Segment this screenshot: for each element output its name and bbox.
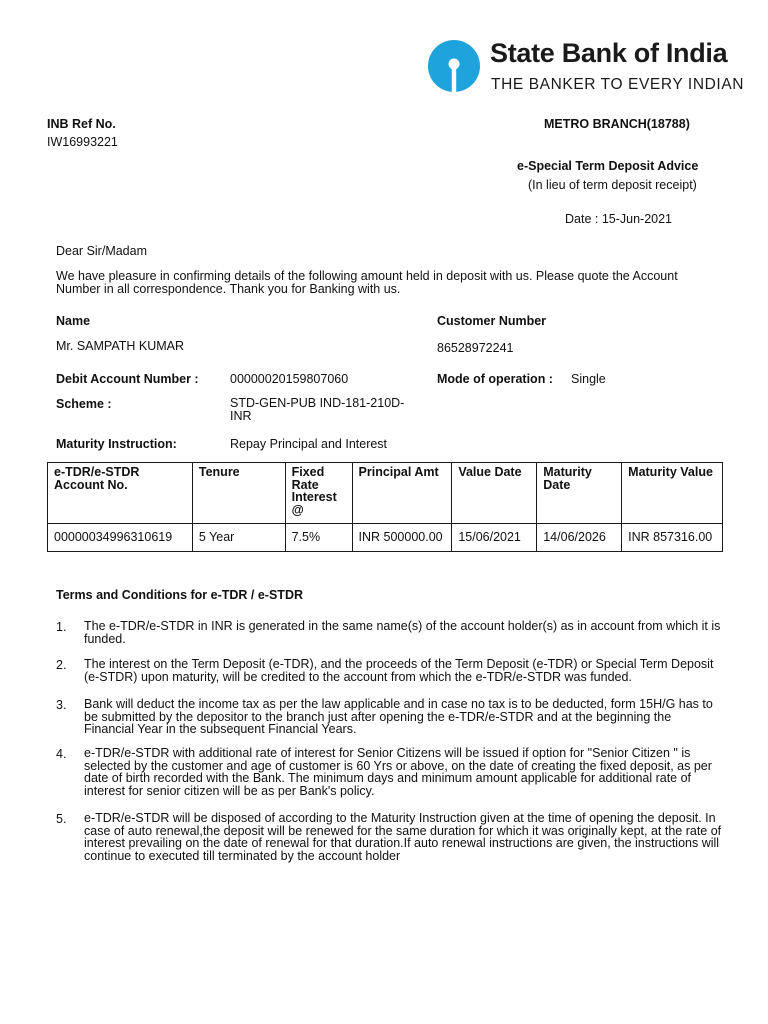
advice-date: Date : 15-Jun-2021 [565, 212, 673, 226]
ref-value: IW16993221 [47, 135, 118, 149]
maturity-instruction-label: Maturity Instruction: [56, 437, 177, 451]
cell-value-date: 15/06/2021 [452, 524, 537, 552]
term-number: 4. [56, 747, 67, 761]
cell-tenure: 5 Year [192, 524, 285, 552]
customer-number-value: 86528972241 [437, 341, 514, 355]
deposit-table [47, 462, 723, 552]
customer-number-label: Customer Number [437, 314, 547, 328]
term-text: The e-TDR/e-STDR in INR is generated in the same name(s) of the account holder(s) as in account from which it is funded. [84, 619, 721, 646]
name-value: Mr. SAMPATH KUMAR [56, 339, 185, 353]
bank-name: State Bank of India [490, 38, 728, 68]
term-number: 1. [56, 620, 67, 634]
intro-paragraph: We have pleasure in confirming details of the following amount held in deposit with us. Please quote the Account Number in all correspondence. Thank you for Banking with us. [56, 269, 678, 296]
col-header-account-no: e-TDR/e-STDR Account No. [48, 463, 193, 524]
scheme-value: STD-GEN-PUB IND-181-210D-INR [230, 396, 405, 423]
name-label: Name [56, 314, 91, 328]
advice-title: e-Special Term Deposit Advice [517, 159, 699, 173]
term-number: 3. [56, 698, 67, 712]
scheme-label: Scheme : [56, 397, 112, 411]
table-header-row [48, 463, 723, 524]
cell-interest-rate: 7.5% [285, 524, 352, 552]
term-text: The interest on the Term Deposit (e-TDR), and the proceeds of the Term Deposit (e-TDR) or Special Term Deposit (e-STDR) upon maturity, will be credited to the account from which the e-TDR/e-STDR was funded. [84, 657, 714, 684]
term-number: 5. [56, 812, 67, 826]
cell-account-no: 00000034996310619 [48, 524, 193, 552]
bank-tagline: THE BANKER TO EVERY INDIAN [491, 76, 745, 93]
ref-label: INB Ref No. [47, 117, 116, 131]
term-text: Bank will deduct the income tax as per the law applicable and in case no tax is to be deducted, form 15H/G has to be submitted by the depositor to the branch just after opening the e-TDR/e-STDR and at the beginning the Financial Year in the subsequent Financial Years. [84, 697, 713, 736]
col-header-tenure: Tenure [192, 463, 285, 524]
col-header-principal: Principal Amt [352, 463, 452, 524]
cell-maturity-date: 14/06/2026 [537, 524, 622, 552]
col-header-interest-rate: Fixed Rate Interest @ [285, 463, 352, 524]
col-header-maturity-date: Maturity Date [537, 463, 622, 524]
debit-account-label: Debit Account Number : [56, 372, 199, 386]
term-text: e-TDR/e-STDR with additional rate of interest for Senior Citizens will be issued if option for "Senior Citizen " is selected by the customer and age of customer is 60 Yrs or above, on the date of creating the fixed deposit, as per date of birth recorded with the Bank. The minimum days and minimum amount applicable for additional rate of interest for senior citizen will be as per Bank's policy. [84, 746, 712, 798]
cell-principal: INR 500000.00 [352, 524, 452, 552]
col-header-value-date: Value Date [452, 463, 537, 524]
maturity-instruction-value: Repay Principal and Interest [230, 437, 388, 451]
salutation: Dear Sir/Madam [56, 244, 147, 258]
table-row [48, 524, 723, 552]
branch-name: METRO BRANCH(18788) [544, 117, 690, 131]
term-number: 2. [56, 658, 67, 672]
col-header-maturity-value: Maturity Value [622, 463, 723, 524]
cell-maturity-value: INR 857316.00 [622, 524, 723, 552]
mode-value: Single [571, 372, 606, 386]
mode-label: Mode of operation : [437, 372, 553, 386]
terms-title: Terms and Conditions for e-TDR / e-STDR [56, 588, 303, 602]
sbi-logo-icon [428, 40, 480, 92]
debit-account-value: 00000020159807060 [230, 372, 349, 386]
advice-subtitle: (In lieu of term deposit receipt) [528, 178, 697, 192]
term-text: e-TDR/e-STDR will be disposed of according to the Maturity Instruction given at the time of opening the deposit. In case of auto renewal,the deposit will be renewed for the same duration for which it was originally kept, at the rate of interest prevailing on the date of renewal for that duration.If auto renewal instructions are given, the instructions will continue to executed till terminated by the account holder [84, 811, 722, 863]
